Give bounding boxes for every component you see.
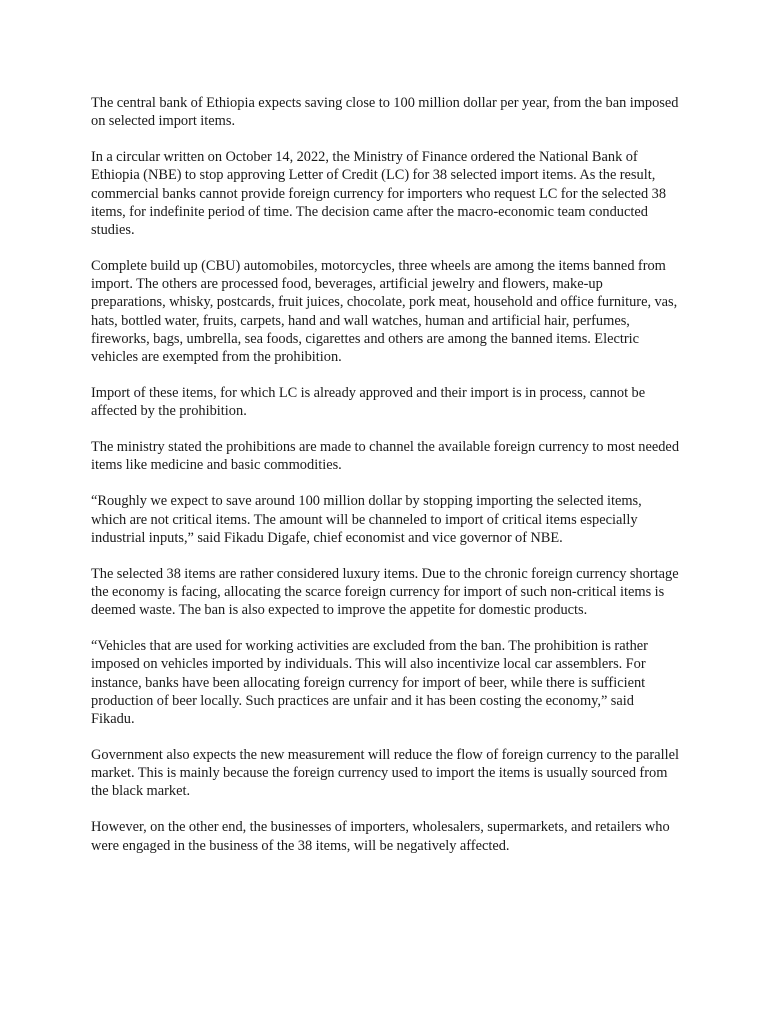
paragraph-9: Government also expects the new measurement will reduce the flow of foreign currency to the parallel market. This is mainly because the foreign currency used to import the items is usually sourced from the black market. [91,747,679,800]
paragraph-8: “Vehicles that are used for working activities are excluded from the ban. The prohibition is rather imposed on vehicles imported by individuals. This will also incentivize local car assemblers. For instance, banks have been allocating foreign currency for import of beer, while there is sufficient production of beer locally. Such practices are unfair and it has been costing the economy,” said Fikadu. [91,638,648,728]
paragraph-7: The selected 38 items are rather considered luxury items. Due to the chronic foreign currency shortage the economy is facing, allocating the scarce foreign currency for import of such non-critical items is deemed waste. The ban is also expected to improve the appetite for domestic products. [91,565,679,619]
paragraph-1: The central bank of Ethiopia expects saving close to 100 million dollar per year, from the ban imposed on selected import items. [91,95,679,130]
paragraph-3: Complete build up (CBU) automobiles, motorcycles, three wheels are among the items banned from import. The others are processed food, beverages, artificial jewelry and flowers, make-up preparations, whisky, postcards, fruit juices, chocolate, pork meat, household and office furniture, vas, hats, bottled water, fruits, carpets, hand and wall watches, human and artificial hair, perfumes, fireworks, bags, umbrella, sea foods, cigarettes and others are among the banned items. Electric vehicles are exempted from the prohibition. [91,258,678,366]
paragraph-10: However, on the other end, the businesses of importers, wholesalers, supermarkets, and retailers who were engaged in the business of the 38 items, will be negatively affected. [91,819,670,854]
paragraph-6: “Roughly we expect to save around 100 million dollar by stopping importing the selected items, which are not critical items. The amount will be channeled to import of critical items especially industrial inputs,” said Fikadu Digafe, chief economist and vice governor of NBE. [91,493,642,546]
paragraph-4: Import of these items, for which LC is already approved and their import is in process, cannot be affected by the prohibition. [91,385,646,420]
paragraph-2: In a circular written on October 14, 2022, the Ministry of Finance ordered the National Bank of Ethiopia (NBE) to stop approving Letter of Credit (LC) for 38 selected import items. As the result, commercial banks cannot provide foreign currency for importers who request LC for the selected 38 items, for indefinite period of time. The decision came after the macro-economic team conducted studies. [91,149,667,239]
paragraph-5: The ministry stated the prohibitions are made to channel the available foreign currency to most needed items like medicine and basic commodities. [91,439,680,474]
document-body [91,94,679,873]
